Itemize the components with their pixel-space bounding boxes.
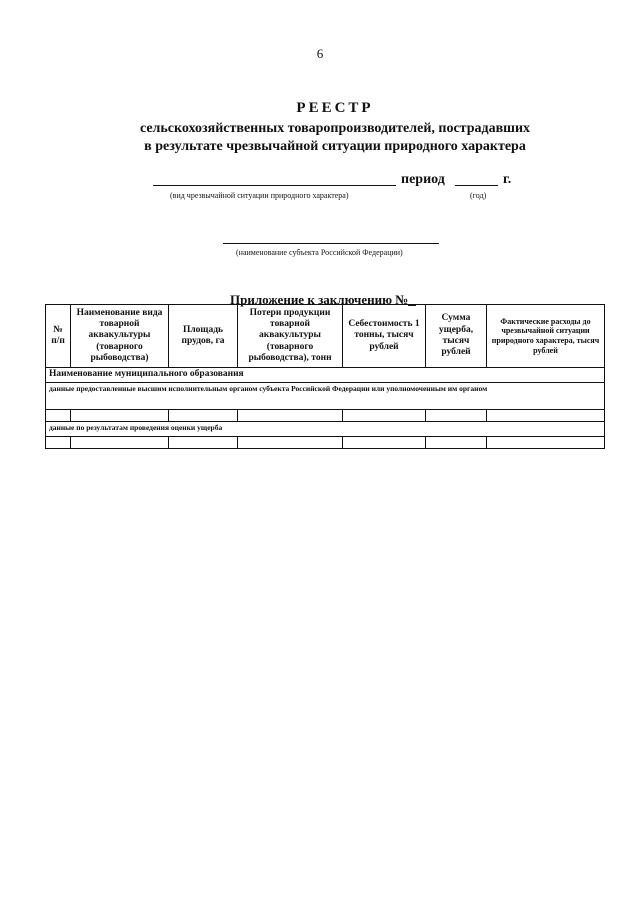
registry-table [45,304,605,449]
appendix-label: Приложение к заключению № [230,292,409,307]
table-cell[interactable] [426,437,487,449]
table-cell[interactable] [238,437,343,449]
header-aquaculture-type: Наименование вида товарной аквакультуры (товарного рыбоводства) [71,305,169,368]
year-suffix: г. [503,172,512,187]
table-cell[interactable] [169,437,238,449]
table-cell[interactable] [426,410,487,422]
table-cell[interactable] [46,410,71,422]
table-cell[interactable] [71,437,169,449]
municipality-label: Наименование муниципального образования [46,368,605,383]
municipality-row [46,368,605,383]
page-number: 6 [316,46,324,61]
subject-name-caption: (наименование субъекта Российской Федерации) [236,248,403,257]
table-cell[interactable] [169,410,238,422]
executive-data-label: данные предоставленные высшим исполнительным органом субъекта Российской Федерации или уполномоченным им органом [46,383,605,410]
header-cost-per-ton: Себестоимость 1 тонны, тысяч рублей [343,305,426,368]
table-header-row [46,305,605,368]
table-row [46,437,605,449]
table-cell[interactable] [46,437,71,449]
header-production-losses: Потери продукции товарной аквакультуры (товарного рыбоводства), тонн [238,305,343,368]
subject-name-blank[interactable] [223,243,439,244]
document-subtitle-line-2: в результате чрезвычайной ситуации природного характера [144,139,526,154]
table-cell[interactable] [238,410,343,422]
table-cell[interactable] [487,410,605,422]
year-blank[interactable] [455,185,498,186]
period-label: период [401,172,445,187]
assessment-data-label: данные по результатам проведения оценки ущерба [46,422,605,437]
period-row [153,172,533,192]
assessment-data-row [46,422,605,437]
table-cell[interactable] [71,410,169,422]
document-subtitle-line-1: сельскохозяйственных товаропроизводителей, пострадавших [139,121,531,136]
table-cell[interactable] [343,437,426,449]
executive-data-row [46,383,605,410]
document-title: РЕЕСТР [296,100,374,116]
table-row [46,410,605,422]
header-pond-area: Площадь прудов, га [169,305,238,368]
header-damage-sum: Сумма ущерба, тысяч рублей [426,305,487,368]
emergency-type-blank[interactable] [153,185,396,186]
year-caption: (год) [470,191,487,200]
header-number: № п/п [46,305,71,368]
table-cell[interactable] [487,437,605,449]
emergency-type-caption: (вид чрезвычайной ситуации природного характера) [170,191,349,200]
header-actual-expenses: Фактические расходы до чрезвычайной ситуации природного характера, тысяч рублей [487,305,605,368]
table-cell[interactable] [343,410,426,422]
